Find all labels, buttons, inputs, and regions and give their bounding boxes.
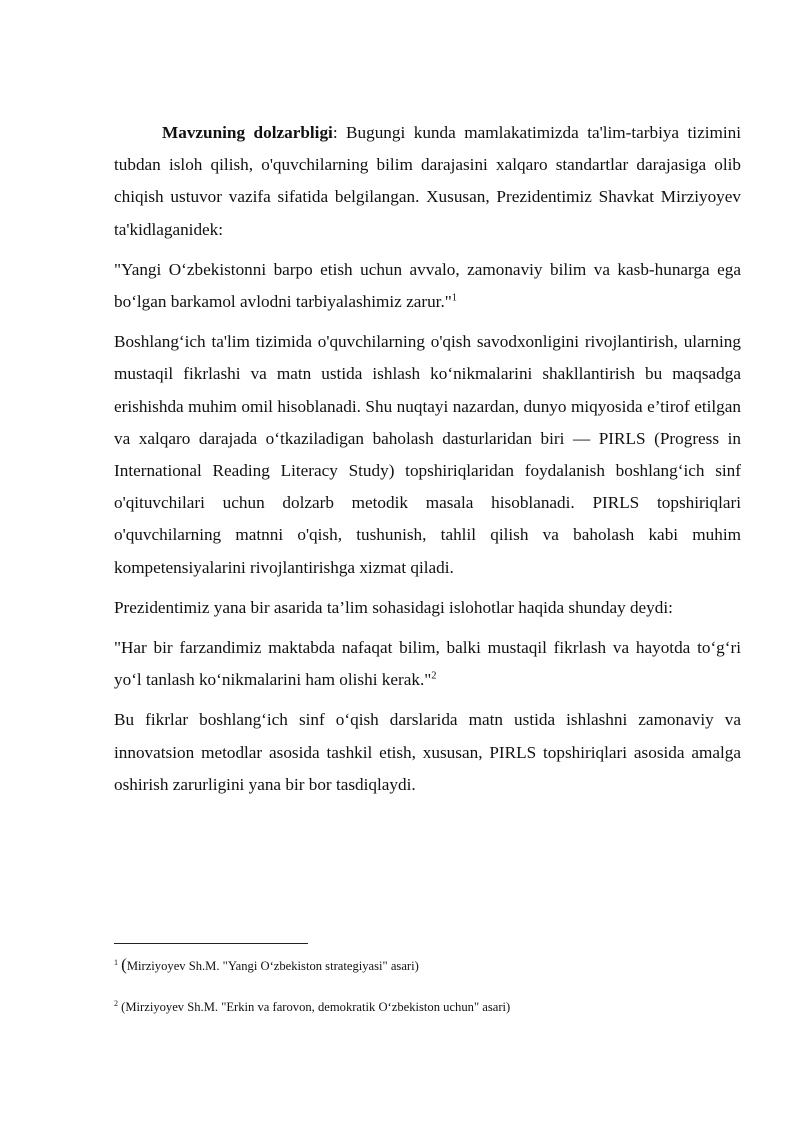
footnote-1-number: 1 xyxy=(114,957,118,967)
footnote-ref-2[interactable]: 2 xyxy=(431,670,437,682)
footnote-2 xyxy=(114,999,754,1015)
quote-2-text: "Har bir farzandimiz maktabda nafaqat bilim, balki mustaqil fikrlash va hayotda to‘g‘ri yo‘l tanlash ko‘nikmalarini ham olishi kerak." xyxy=(114,638,741,690)
footnote-2-text: (Mirziyoyev Sh.M. "Erkin va farovon, demokratik O‘zbekiston uchun" asari) xyxy=(121,1000,511,1014)
footnote-1 xyxy=(114,957,754,974)
president-quote-2 xyxy=(114,632,741,696)
conclusion-paragraph: Bu fikrlar boshlang‘ich sinf o‘qish darslarida matn ustida ishlashni zamonaviy va innovatsion metodlar asosida tashkil etish, xususan, PIRLS topshiriqlari asosida amalga oshirish zarurligini yana bir bor tasdiqlaydi. xyxy=(114,710,741,794)
relevance-paragraph xyxy=(114,117,741,246)
document-body xyxy=(114,117,741,809)
relevance-heading: Mavzuning dolzarbligi xyxy=(162,123,333,142)
footnote-1-text: Mirziyoyev Sh.M. "Yangi O‘zbekiston strategiyasi" asari) xyxy=(126,959,419,973)
quote-1-text: "Yangi O‘zbekistonni barpo etish uchun avvalo, zamonaviy bilim va kasb-hunarga ega bo‘lgan barkamol avlodni tarbiyalashimiz zarur." xyxy=(114,259,741,312)
footnote-2-number: 2 xyxy=(114,998,118,1008)
footnote-ref-1[interactable]: 1 xyxy=(451,292,458,304)
president-intro-paragraph: Prezidentimiz yana bir asarida ta’lim sohasidagi islohotlar haqida shunday deydi: xyxy=(114,597,673,617)
footnote-separator xyxy=(114,943,308,944)
pirls-paragraph: Boshlang‘ich ta'lim tizimida o'quvchilarning o'qish savodxonligini rivojlantirish, ularning mustaqil fikrlashi va matn ustida ishlash ko‘nikmalarini shakllantirish bu maqsadga erishishda muhim omil hisoblanadi. Shu nuqtayi nazardan, dunyo miqyosida e’tirof etilgan va xalqaro darajada o‘tkaziladigan baholash dasturlaridan biri — PIRLS (Progress in International Reading Literacy Study) topshiriqlaridan foydalanish boshlang‘ich sinf o'qituvchilari uchun dolzarb metodik masala hisoblanadi. PIRLS topshiriqlari o'quvchilarning matnni o'qish, tushunish, tahlil qilish va baholash kabi muhim kompetensiyalarini rivojlantirishga xizmat qiladi. xyxy=(114,332,741,577)
footnote-1-open-paren: ( xyxy=(121,955,127,974)
relevance-text: : Bugungi kunda mamlakatimizda ta'lim-tarbiya tizimini tubdan isloh qilish, o'quvchilarning bilim darajasini xalqaro standartlar darajasiga olib chiqish ustuvor vazifa sifatida belgilangan. Xususan, Prezidentimiz Shavkat Mirziyoyev ta'kidlaganidek: xyxy=(114,123,741,239)
president-quote-1 xyxy=(114,254,741,318)
